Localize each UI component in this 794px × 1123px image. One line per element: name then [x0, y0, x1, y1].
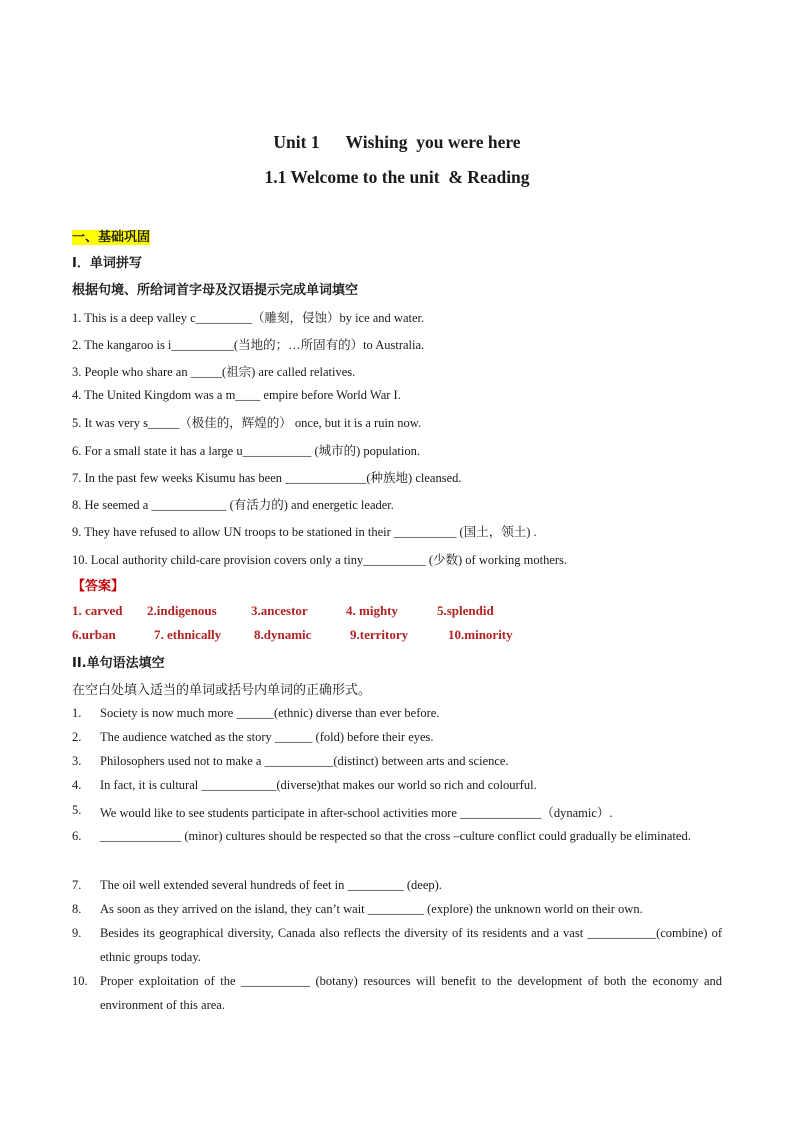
- grammar-item-4: In fact, it is cultural ____________(diverse)that makes our world so rich and colourful.: [100, 778, 537, 792]
- grammar-num-8: 8.: [72, 902, 82, 916]
- spelling-item-7: 7. In the past few weeks Kisumu has been _____________(种族地) cleansed.: [72, 471, 462, 485]
- grammar-item-2: The audience watched as the story ______ (fold) before their eyes.: [100, 730, 434, 744]
- grammar-num-10: 10.: [72, 974, 88, 988]
- answer-label: 【答案】: [72, 579, 125, 594]
- grammar-item-1: Society is now much more ______(ethnic) diverse than ever before.: [100, 706, 440, 720]
- part1-heading: I．单词拼写: [72, 256, 142, 271]
- grammar-num-7: 7.: [72, 878, 82, 892]
- grammar-item-8: As soon as they arrived on the island, they can’t wait _________ (explore) the unknown world on their own.: [100, 902, 643, 916]
- spelling-item-10: 10. Local authority child-care provision covers only a tiny__________ (少数) of working mothers.: [72, 553, 568, 567]
- spelling-item-1: 1. This is a deep valley c_________（雕刻，侵蚀）by ice and water.: [72, 311, 425, 325]
- section-heading-1: 一、基础巩固: [72, 230, 151, 245]
- spelling-item-5: 5. It was very s_____（极佳的，辉煌的） once, but it is a ruin now.: [72, 416, 422, 430]
- grammar-num-3: 3.: [72, 754, 82, 768]
- answer-1: 1. carved: [72, 603, 123, 618]
- grammar-num-5: 5.: [72, 803, 82, 817]
- answer-10: 10.minority: [448, 627, 513, 642]
- part1-instruction: 根据句境、所给词首字母及汉语提示完成单词填空: [72, 283, 359, 298]
- spelling-item-9: 9. They have refused to allow UN troops to be stationed in their __________ (国土，领土) .: [72, 525, 537, 539]
- spelling-item-2: 2. The kangaroo is i__________(当地的；…所固有的）to Australia.: [72, 338, 425, 352]
- grammar-item-3: Philosophers used not to make a ___________(distinct) between arts and science.: [100, 754, 509, 768]
- answer-7: 7. ethnically: [154, 627, 222, 642]
- grammar-item-5: We would like to see students participate in after-school activities more _____________（dynamic）.: [100, 806, 613, 820]
- answer-8: 8.dynamic: [254, 627, 312, 642]
- section-heading-2: II.单句语法填空: [72, 656, 165, 671]
- grammar-num-9: 9.: [72, 926, 82, 940]
- spelling-item-4: 4. The United Kingdom was a m____ empire before World War I.: [72, 388, 401, 402]
- page-subtitle: 1.1 Welcome to the unit & Reading: [264, 167, 530, 187]
- page-title: Unit 1 Wishing you were here: [273, 132, 521, 152]
- grammar-num-2: 2.: [72, 730, 82, 744]
- spelling-item-6: 6. For a small state it has a large u___________ (城市的) population.: [72, 444, 420, 458]
- answer-5: 5.splendid: [437, 603, 494, 618]
- answer-6: 6.urban: [72, 627, 116, 642]
- answer-4: 4. mighty: [346, 603, 398, 618]
- grammar-num-6: 6.: [72, 829, 82, 843]
- spelling-item-3: 3. People who share an _____(祖宗) are called relatives.: [72, 365, 356, 379]
- spelling-item-8: 8. He seemed a ____________ (有活力的) and energetic leader.: [72, 498, 394, 512]
- grammar-item-7: The oil well extended several hundreds of feet in _________ (deep).: [100, 878, 442, 892]
- grammar-num-4: 4.: [72, 778, 82, 792]
- section2-instruction: 在空白处填入适当的单词或括号内单词的正确形式。: [72, 682, 372, 697]
- grammar-item-10: Proper exploitation of the ___________ (botany) resources will benefit to the development of both the economy and environment of this area.: [100, 974, 722, 1012]
- answer-9: 9.territory: [350, 627, 409, 642]
- answer-3: 3.ancestor: [251, 603, 308, 618]
- grammar-item-9: Besides its geographical diversity, Canada also reflects the diversity of its residents and a vast ___________(combine) of ethnic groups today.: [100, 926, 722, 964]
- grammar-num-1: 1.: [72, 706, 82, 720]
- answer-2: 2.indigenous: [147, 603, 217, 618]
- grammar-item-6: _____________ (minor) cultures should be respected so that the cross –culture conflict could gradually be eliminated.: [100, 829, 691, 843]
